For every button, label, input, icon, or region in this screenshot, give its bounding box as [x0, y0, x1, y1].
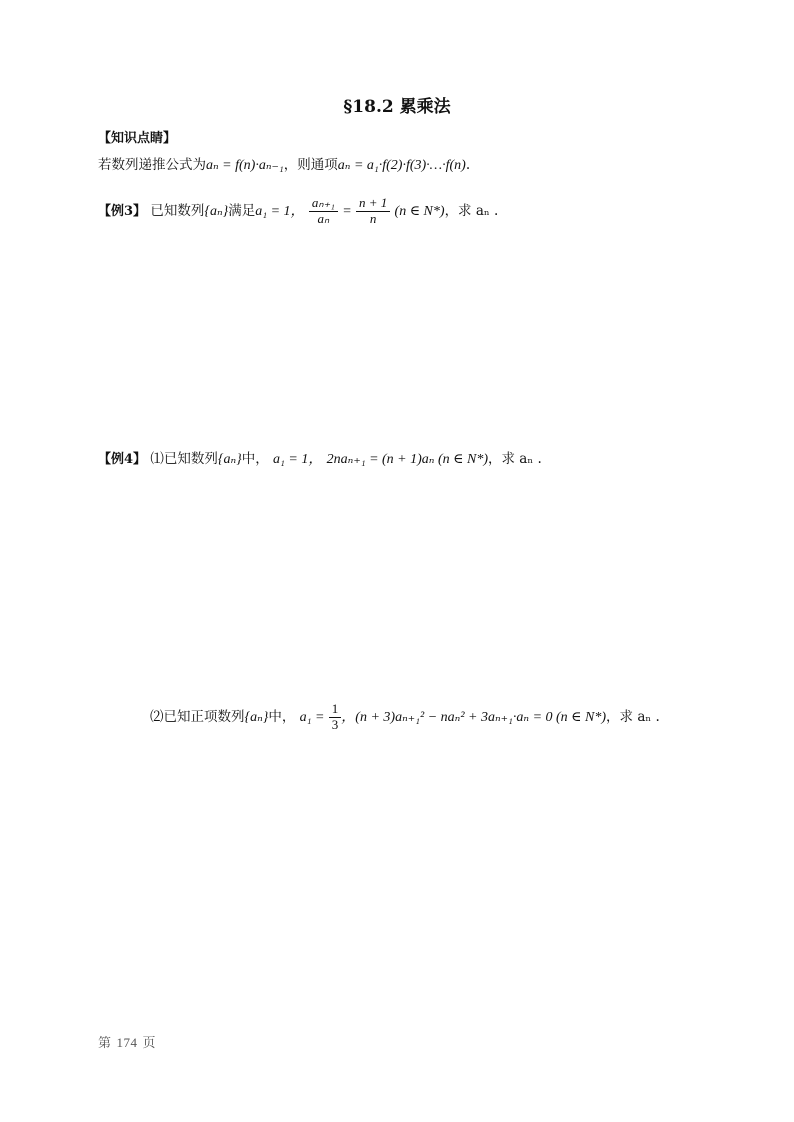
part-1-seq: {aₙ}	[217, 452, 242, 467]
part-1-relation: 2naₙ₊₁ = (n + 1)aₙ (n ∈ N*)	[326, 452, 488, 467]
footer-suffix: 页	[142, 1036, 157, 1051]
part-2-init-lhs: a₁ =	[299, 709, 325, 725]
example-3-fraction	[356, 196, 390, 227]
part-2-init-fraction	[329, 702, 342, 733]
knowledge-heading: 【知识点睛】	[98, 131, 177, 146]
part-2-intro: 已知正项数列	[163, 708, 245, 725]
part-2-number: ⑵	[150, 708, 164, 725]
knowledge-middle: ，则通项	[283, 157, 338, 173]
fraction-denominator: n	[369, 210, 377, 226]
example-4-part-2	[150, 702, 660, 733]
example-3-cond: 满足	[228, 202, 256, 219]
equals-sign: =	[342, 203, 352, 219]
example-3-ratio	[309, 196, 338, 227]
ratio-numerator: aₙ₊₁	[309, 196, 338, 212]
part-2-seq: {aₙ}	[244, 709, 269, 725]
init-denominator: 3	[331, 716, 339, 732]
example-3	[98, 196, 498, 227]
example-3-label: 【例3】	[98, 203, 147, 219]
example-3-intro: 已知数列	[150, 202, 205, 219]
footer-prefix: 第	[98, 1036, 112, 1051]
part-1-mid: 中，	[241, 451, 269, 467]
part-2-ask: ，求 aₙ .	[606, 708, 660, 725]
part-2-mid: 中，	[268, 708, 296, 725]
knowledge-end: .	[465, 157, 471, 173]
example-4-label: 【例4】	[98, 452, 147, 467]
part-1-init: a₁ = 1，	[273, 452, 323, 467]
knowledge-statement	[98, 153, 470, 174]
part-1-intro: 已知数列	[163, 451, 218, 467]
page-number: 174	[116, 1035, 138, 1050]
example-3-ask: ，求 aₙ .	[444, 202, 499, 219]
general-term-formula: aₙ = a₁·f(2)·f(3)·…·f(n)	[337, 158, 466, 173]
page-title: §18.2 累乘法	[343, 97, 451, 117]
example-3-seq: {aₙ}	[204, 203, 229, 219]
page-footer	[98, 1032, 156, 1051]
fraction-numerator: n + 1	[356, 196, 390, 212]
knowledge-prefix: 若数列递推公式为	[98, 157, 206, 173]
ratio-denominator: aₙ	[317, 210, 330, 226]
example-4-part-1	[98, 447, 542, 468]
example-3-domain: (n ∈ N*)	[394, 203, 445, 219]
init-numerator: 1	[329, 702, 342, 718]
part-1-ask: ，求 aₙ .	[488, 451, 542, 467]
example-3-init: a₁ = 1，	[255, 203, 305, 219]
recurrence-formula: aₙ = f(n)·aₙ₋₁	[206, 158, 284, 173]
part-2-relation: ，(n + 3)aₙ₊₁² − naₙ² + 3aₙ₊₁·aₙ = 0 (n ∈ N*)	[341, 709, 607, 725]
part-1-number: ⑴	[150, 451, 164, 467]
